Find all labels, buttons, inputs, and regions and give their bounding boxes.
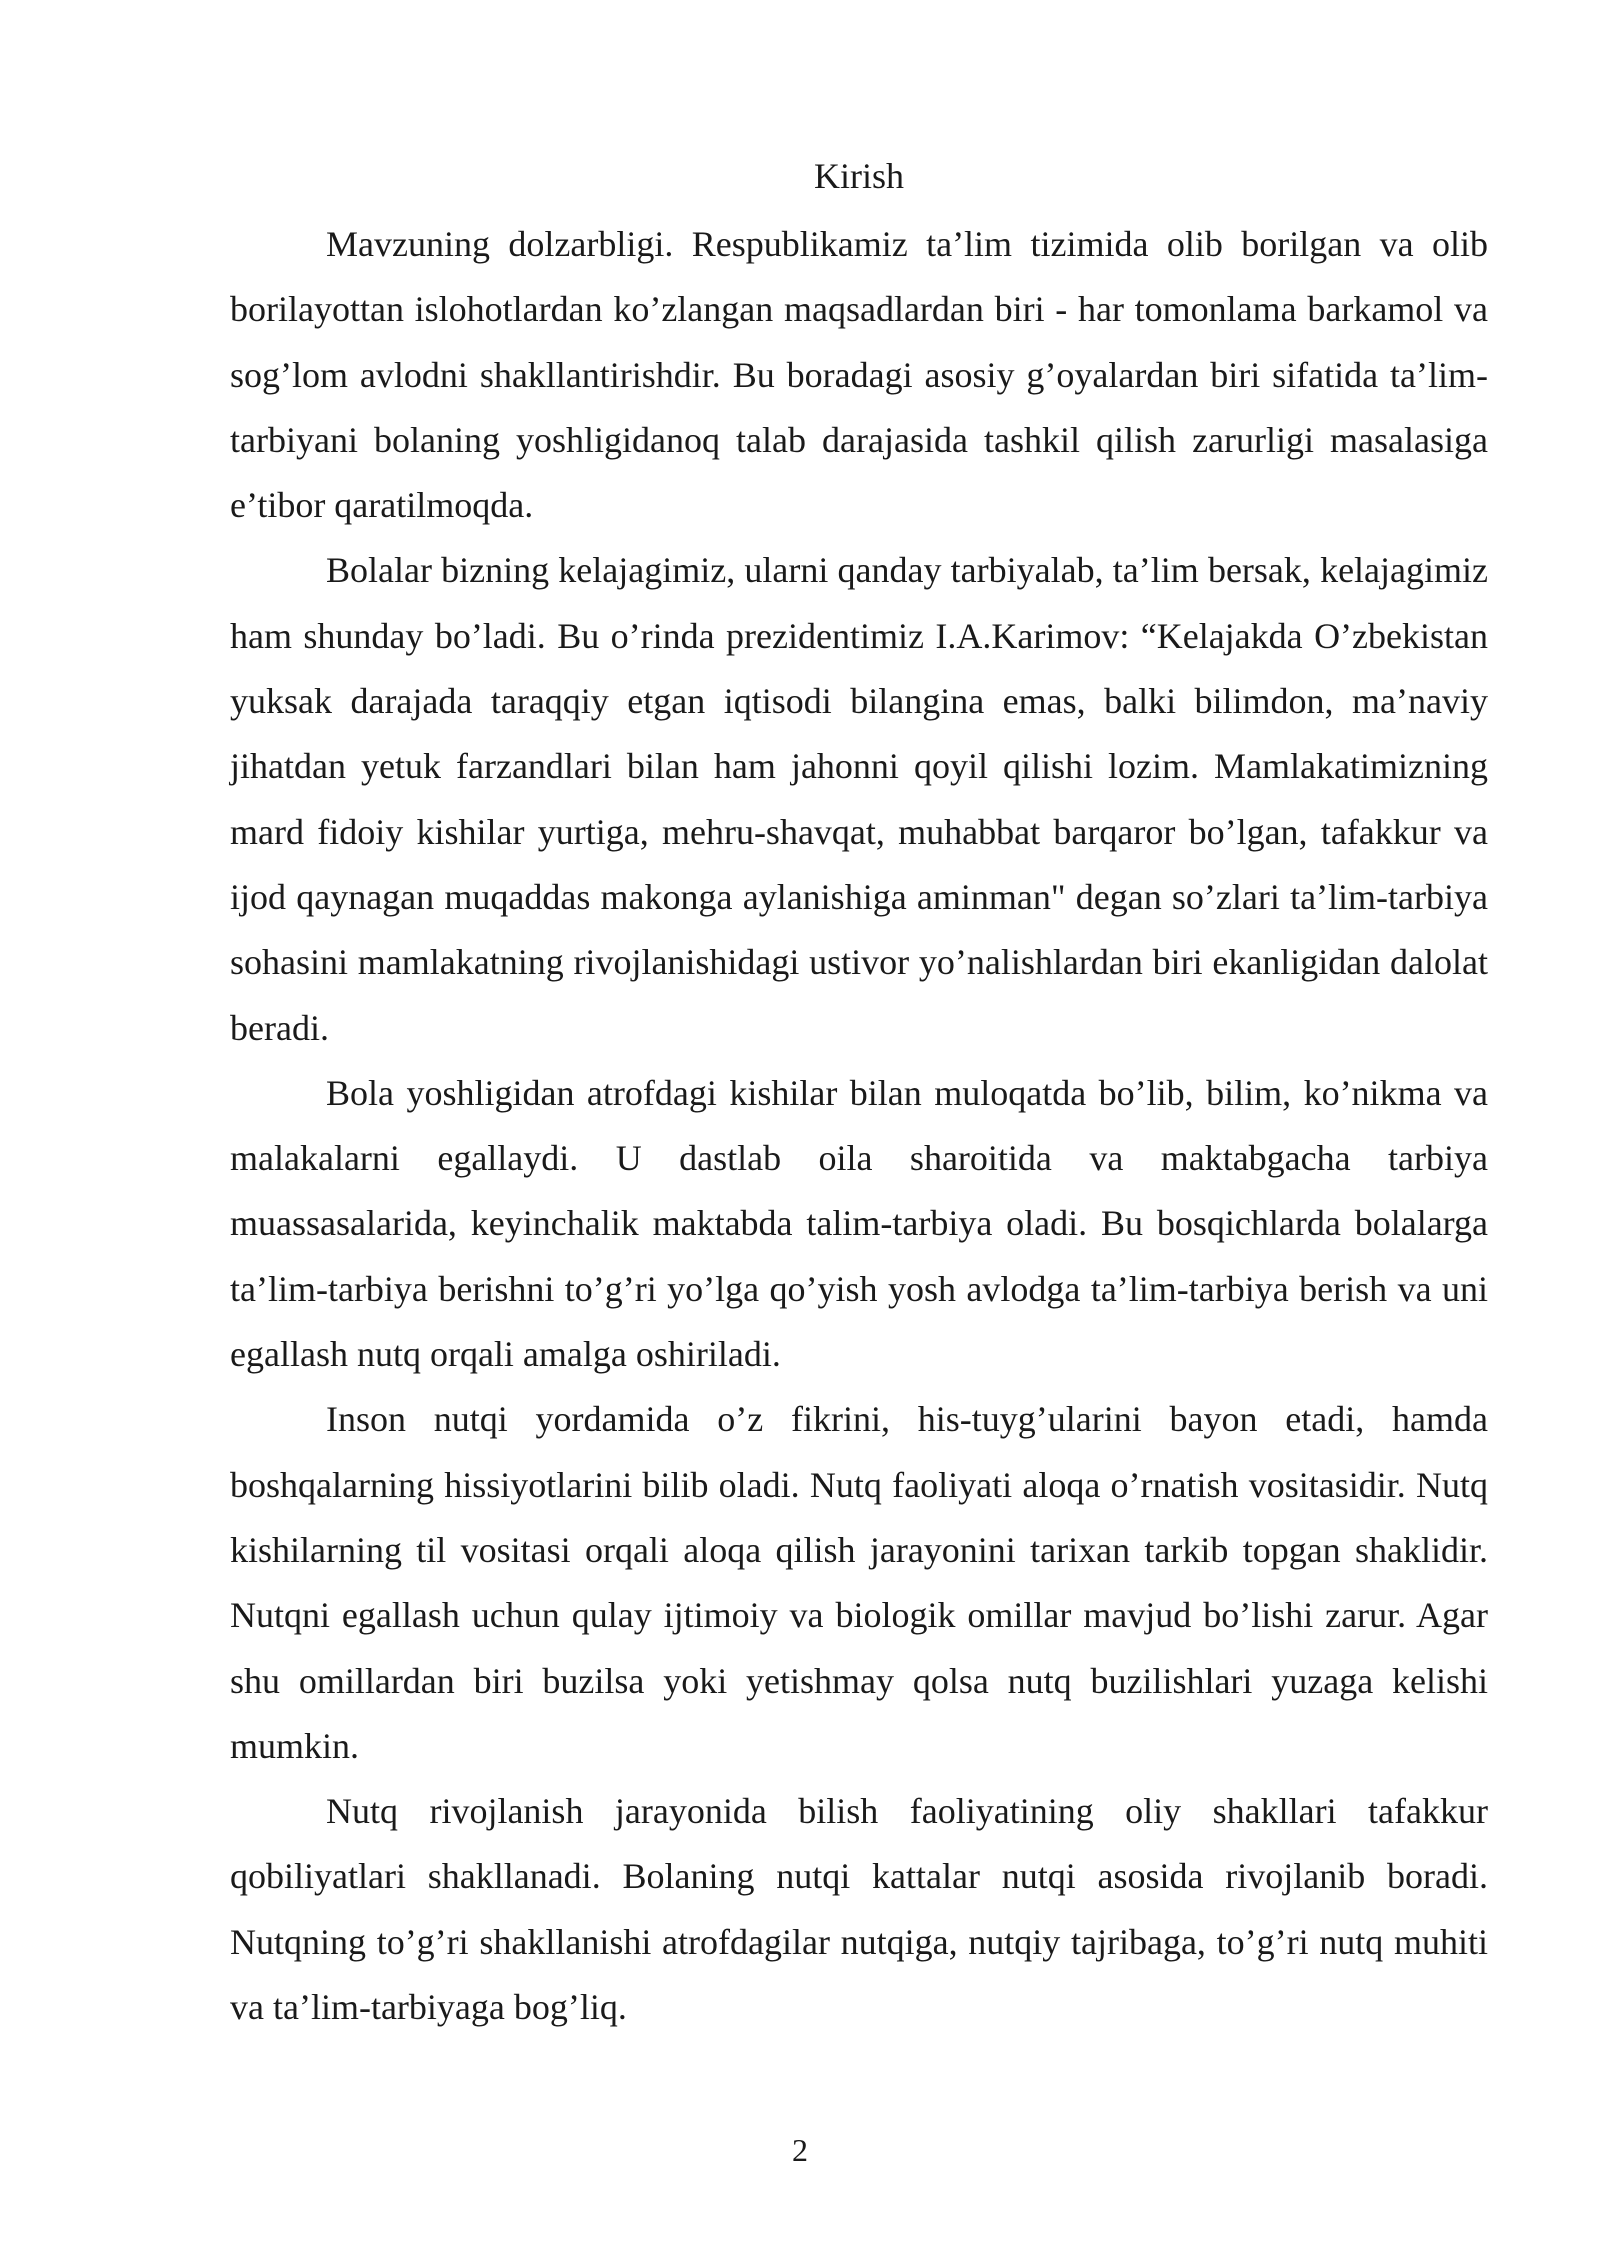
paragraph-relevance: Mavzuning dolzarbligi. Respublikamiz ta’lim tizimida olib borilgan va olib borilayottan islohotlardan ko’zlangan maqsadlardan biri - har tomonlama barkamol va sog’lom avlodni shakllantirishdir. Bu boradagi asosiy g’oyalardan biri sifatida ta’lim-tarbiyani bolaning yoshligidanoq talab darajasida tashkil qilish zarurligi masalasiga e’tibor qaratilmoqda. — [230, 224, 1488, 526]
paragraph-speech-development: Nutq rivojlanish jarayonida bilish faoliyatining oliy shakllari tafakkur qobiliyatlari shakllanadi. Bolaning nutqi kattalar nutqi asosida rivojlanib boradi. Nutqning to’g’ri shakllanishi atrofdagilar nutqiga, nutqiy tajribaga, to’g’ri nutq muhiti va ta’lim-tarbiyaga bog’liq. — [230, 1791, 1488, 2028]
page-number: 2 — [792, 2132, 808, 2168]
paragraph-future-children: Bolalar bizning kelajagimiz, ularni qanday tarbiyalab, ta’lim bersak, kelajagimiz ham shunday bo’ladi. Bu o’rinda prezidentimiz I.A.Karimov: “Kelajakda O’zbekistan yuksak darajada taraqqiy etgan iqtisodi bilangina emas, balki bilimdon, ma’naviy jihatdan yetuk farzandlari bilan ham jahonni qoyil qilishi lozim. Mamlakatimizning mard fidoiy kishilar yurtiga, mehru-shavqat, muhabbat barqaror bo’lgan, tafakkur va ijod qaynagan muqaddas makonga aylanishiga aminman" degan so’zlari ta’lim-tarbiya sohasini mamlakatning rivojlanishidagi ustivor yo’nalishlardan biri ekanligidan dalolat beradi. — [230, 550, 1488, 1048]
paragraph-child-learning: Bola yoshligidan atrofdagi kishilar bilan muloqatda bo’lib, bilim, ko’nikma va malakalarni egallaydi. U dastlab oila sharoitida va maktabgacha tarbiya muassasalarida, keyinchalik maktabda talim-tarbiya oladi. Bu bosqichlarda bolalarga ta’lim-tarbiya berishni to’g’ri yo’lga qo’yish yosh avlodga ta’lim-tarbiya berish va uni egallash nutq orqali amalga oshiriladi. — [230, 1072, 1488, 1375]
section-title: Kirish — [814, 156, 904, 196]
paragraph-human-speech: Inson nutqi yordamida o’z fikrini, his-tuyg’ularini bayon etadi, hamda boshqalarning hissiyotlarini bilib oladi. Nutq faoliyati aloqa o’rnatish vositasidir. Nutq kishilarning til vositasi orqali aloqa qilish jarayonini tarixan tarkib topgan shaklidir. Nutqni egallash uchun qulay ijtimoiy va biologik omillar mavjud bo’lishi zarur. Agar shu omillardan biri buzilsa yoki yetishmay qolsa nutq buzilishlari yuzaga kelishi mumkin. — [230, 1399, 1488, 1766]
page-content — [230, 148, 1488, 2040]
